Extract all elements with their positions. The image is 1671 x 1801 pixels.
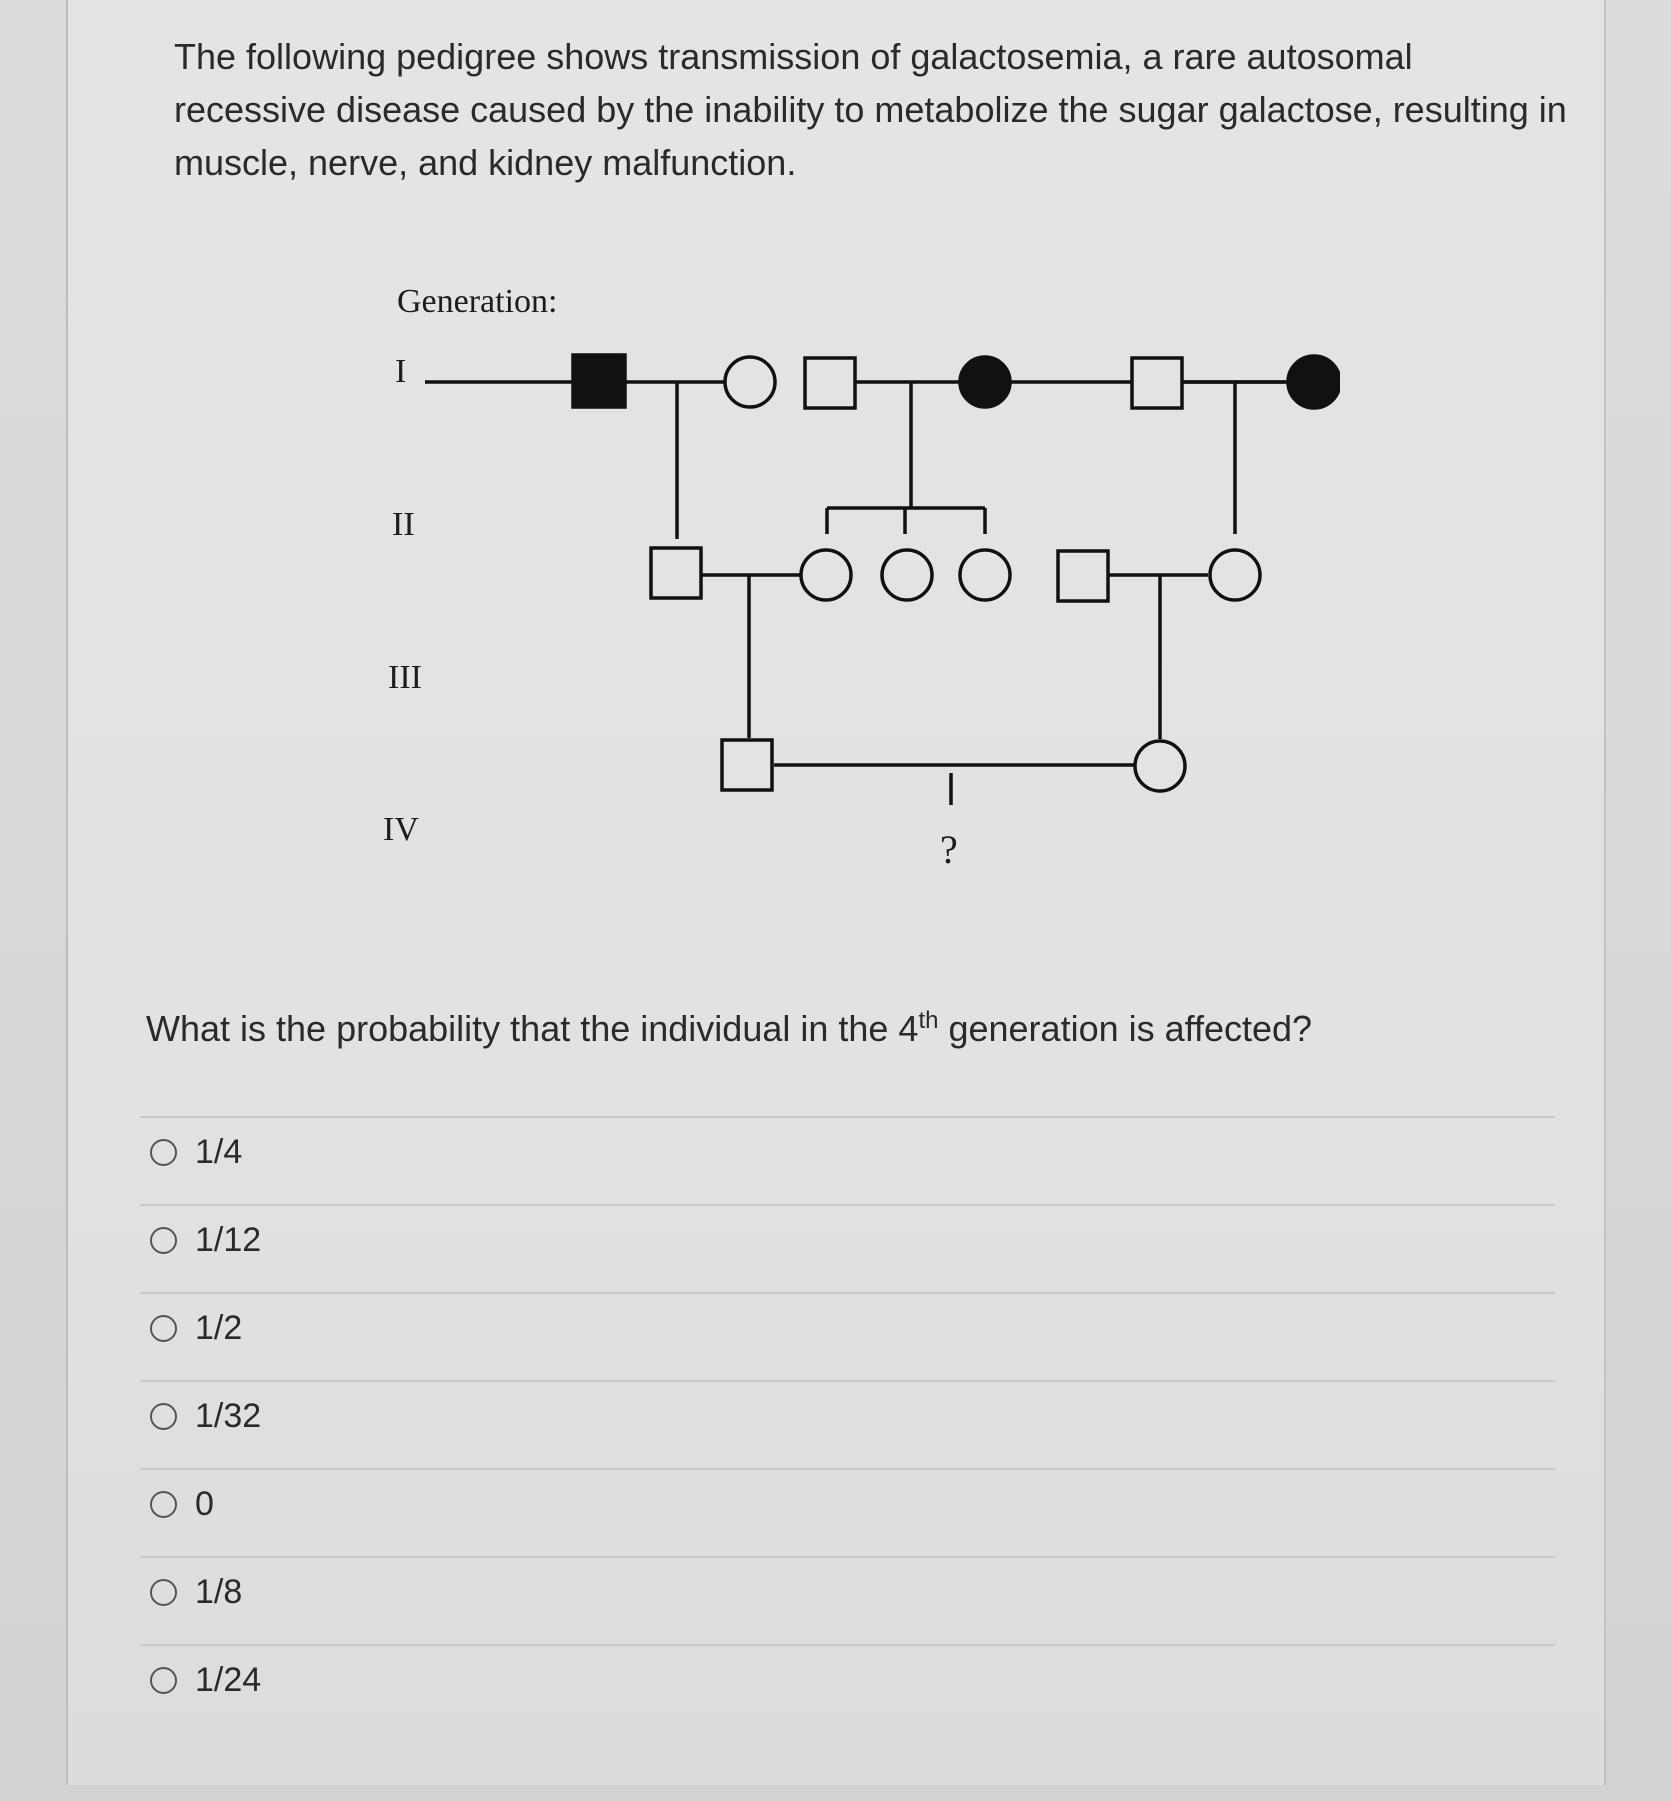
option-divider: [140, 1556, 1555, 1558]
unaffected-female-symbol: [960, 550, 1010, 600]
unknown-individual-label: ?: [940, 827, 958, 872]
radio-button[interactable]: [150, 1139, 177, 1166]
radio-button[interactable]: [150, 1667, 177, 1694]
unaffected-female-symbol: [1210, 550, 1260, 600]
generation-label: Generation:: [397, 283, 558, 320]
option-label: 1/12: [195, 1220, 262, 1259]
radio-button[interactable]: [150, 1579, 177, 1606]
answer-option-1-12[interactable]: [150, 1220, 261, 1260]
answer-option-0[interactable]: [150, 1484, 214, 1524]
unaffected-female-symbol: [882, 550, 932, 600]
answer-option-1-32[interactable]: [150, 1396, 261, 1436]
unaffected-male-symbol: [722, 740, 772, 790]
unaffected-female-symbol: [1135, 741, 1185, 791]
affected-female-symbol: [960, 357, 1010, 407]
unaffected-male-symbol: [1132, 358, 1182, 408]
option-label: 1/4: [195, 1132, 243, 1171]
answer-option-1-8[interactable]: [150, 1572, 242, 1612]
affected-female-symbol: [1288, 356, 1340, 408]
unaffected-female-symbol: [725, 357, 775, 407]
option-divider: [140, 1644, 1555, 1646]
option-label: 1/8: [195, 1572, 243, 1611]
affected-male-symbol: [573, 355, 625, 407]
question-superscript: th: [918, 1007, 939, 1034]
generation-numeral-iv: IV: [383, 811, 419, 848]
option-label: 1/32: [195, 1396, 262, 1435]
option-label: 1/24: [195, 1660, 262, 1699]
unaffected-male-symbol: [805, 358, 855, 408]
question-suffix: generation is affected?: [938, 1008, 1313, 1049]
unaffected-female-symbol: [801, 550, 851, 600]
option-divider: [140, 1468, 1555, 1470]
generation-numeral-ii: II: [392, 506, 415, 543]
question-intro-text: The following pedigree shows transmission of galactosemia, a rare autosomal recessive disease caused by the inability to metabolize the sugar galactose, resulting in muscle, nerve, and kidney malfunction.: [174, 36, 1567, 183]
option-label: 1/2: [195, 1308, 243, 1347]
option-divider: [140, 1380, 1555, 1382]
generation-numeral-i: I: [395, 353, 407, 390]
answer-options: [120, 1100, 1560, 1720]
radio-button[interactable]: [150, 1491, 177, 1518]
option-label: 0: [195, 1484, 214, 1523]
answer-option-1-24[interactable]: [150, 1660, 261, 1700]
unaffected-male-symbol: [651, 548, 701, 598]
question-text: [146, 1005, 1566, 1053]
radio-button[interactable]: [150, 1227, 177, 1254]
option-divider: [140, 1116, 1555, 1118]
question-prefix: What is the probability that the individual in the 4: [146, 1008, 919, 1049]
option-divider: [140, 1292, 1555, 1294]
option-divider: [140, 1204, 1555, 1206]
radio-button[interactable]: [150, 1315, 177, 1342]
unaffected-male-symbol: [1058, 551, 1108, 601]
generation-numeral-iii: III: [388, 659, 422, 696]
answer-option-1-2[interactable]: [150, 1308, 242, 1348]
radio-button[interactable]: [150, 1403, 177, 1430]
answer-option-1-4[interactable]: [150, 1132, 242, 1172]
pedigree-diagram: [360, 270, 1340, 890]
